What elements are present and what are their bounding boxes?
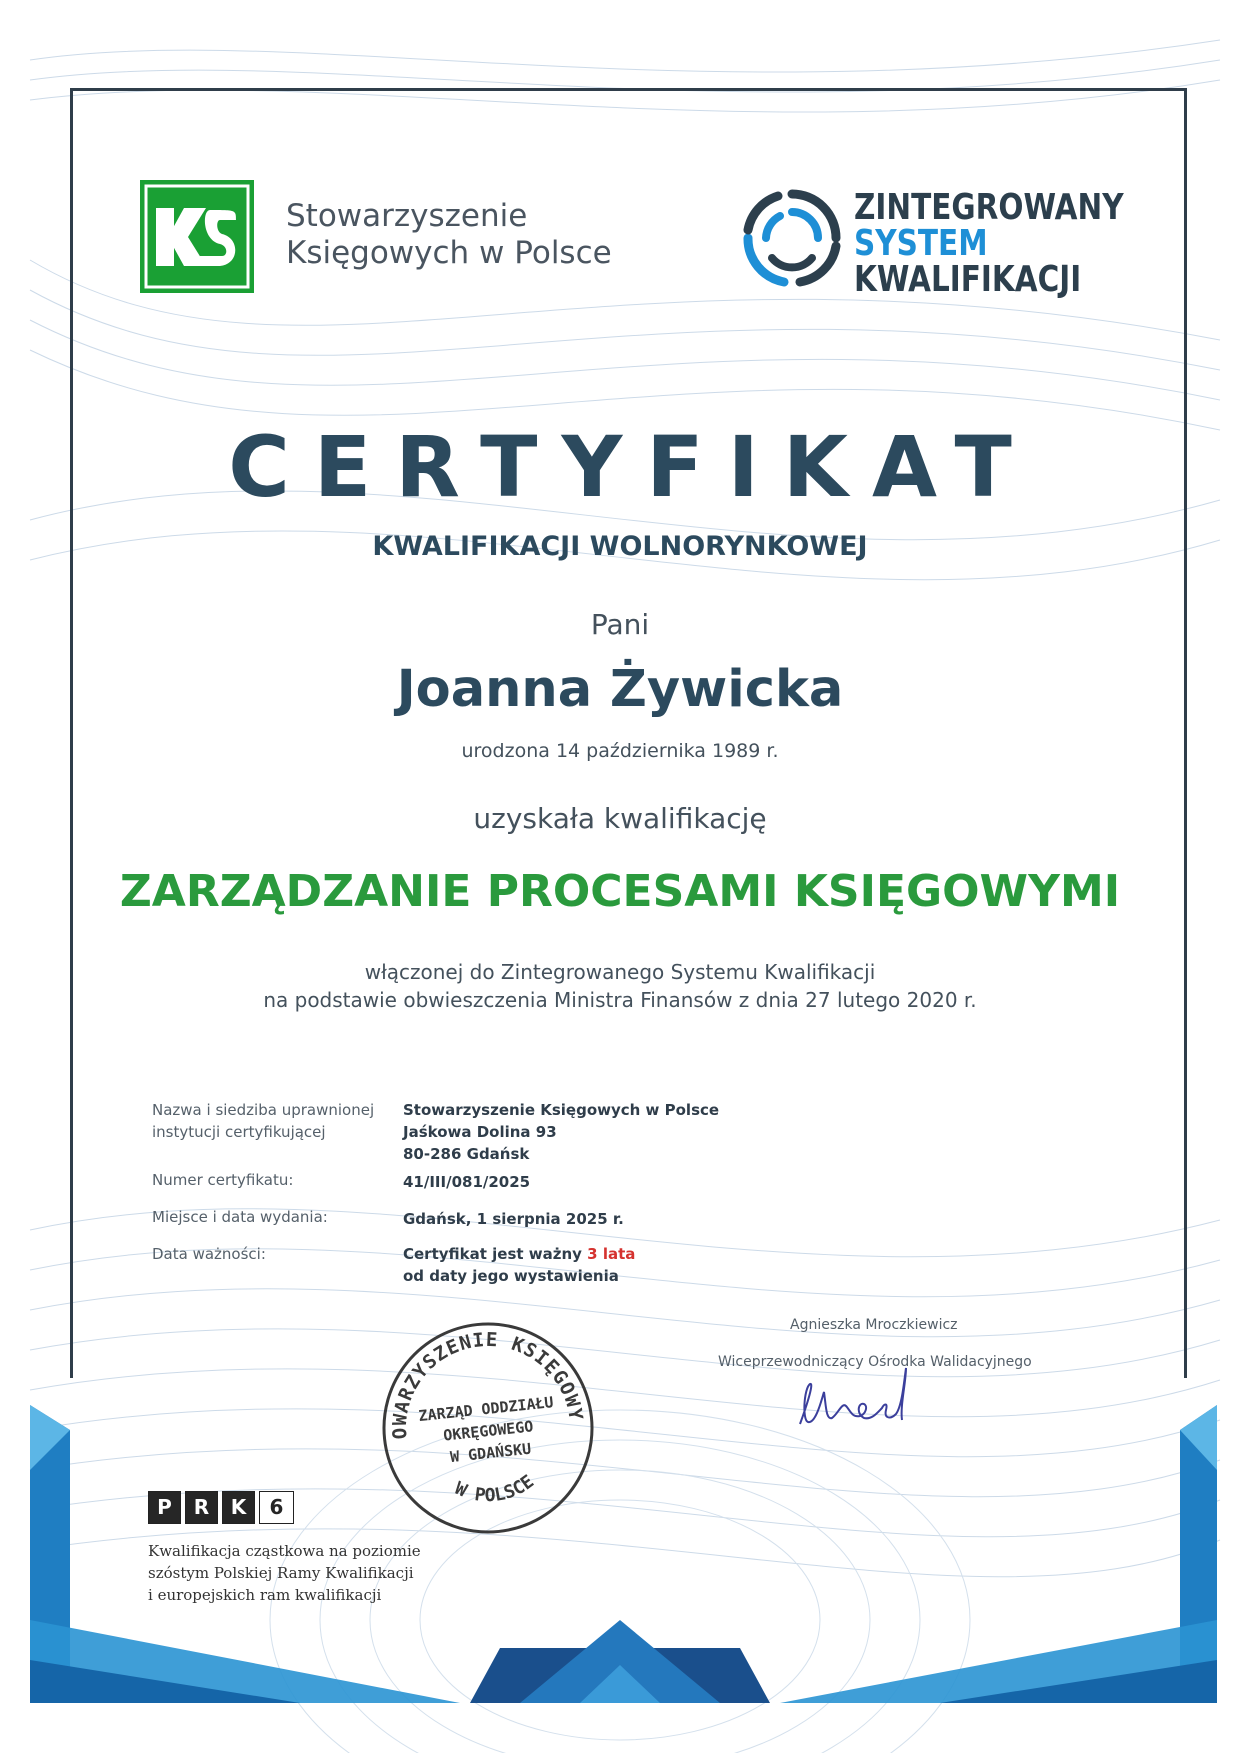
prk-level: 6: [259, 1491, 294, 1524]
certificate-number-label: Numer certyfikatu:: [152, 1171, 294, 1189]
certificate-title: CERTYFIKAT: [228, 418, 1036, 516]
stamp-inner-line3: W GDAŃSKU: [449, 1439, 532, 1467]
prk-badge: [148, 1491, 298, 1524]
prk-letter-r: R: [185, 1491, 218, 1524]
institution-name: Stowarzyszenie Księgowych w Polsce: [403, 1101, 720, 1119]
prk-description: [148, 1540, 421, 1606]
validity-label: Data ważności:: [152, 1245, 266, 1263]
prk-letter-p: P: [148, 1491, 181, 1524]
institution-label-line2: instytucji certyfikującej: [152, 1123, 326, 1141]
holder-name: Joanna Żywicka: [396, 660, 844, 719]
stamp-bottom-text: W POLSCE: [451, 1471, 539, 1507]
zsk-line1: ZINTEGROWANY: [854, 187, 1124, 228]
obtained-text: uzyskała kwalifikację: [473, 802, 767, 835]
signatory-role: Wiceprzewodniczący Ośrodka Walidacyjnego: [718, 1354, 1032, 1370]
issue-date: 1 sierpnia 2025 r.: [471, 1210, 624, 1228]
inclusion-line1: włączonej do Zintegrowanego Systemu Kwalifikacji: [364, 960, 876, 984]
prk-letter-k: K: [222, 1491, 255, 1524]
validity-value: [403, 1243, 635, 1287]
inclusion-text: [0, 958, 1240, 1014]
certificate-subtitle: KWALIFIKACJI WOLNORYNKOWEJ: [372, 531, 868, 562]
validity-highlight: 3 lata: [587, 1245, 636, 1263]
validity-part1: Certyfikat jest ważny: [403, 1245, 588, 1263]
institution-city: 80-286 Gdańsk: [403, 1145, 530, 1163]
issue-place: Gdańsk,: [403, 1210, 472, 1228]
zsk-line2: SYSTEM: [854, 223, 988, 264]
inclusion-line2: na podstawie obwieszczenia Ministra Finansów z dnia 27 lutego 2020 r.: [263, 988, 977, 1012]
stamp-inner-line1: ZARZĄD ODDZIAŁU: [417, 1393, 555, 1426]
certificate-number: 41/III/081/2025: [403, 1173, 531, 1191]
prk-desc-line1: Kwalifikacja cząstkowa na poziomie: [148, 1542, 421, 1560]
stamp-inner-line2: OKRĘGOWEGO: [442, 1417, 535, 1445]
stamp-outer-text: STOWARZYSZENIE KSIĘGOWYCH: [388, 1328, 587, 1440]
signatory-name: Agnieszka Mroczkiewicz: [790, 1317, 958, 1333]
zsk-logo-icon: [742, 188, 842, 288]
institution-label-line1: Nazwa i siedziba uprawnionej: [152, 1101, 375, 1119]
issue-value: [403, 1208, 624, 1230]
salutation: Pani: [590, 608, 650, 641]
svg-text:W POLSCE: [450, 1470, 540, 1510]
ski-name-line2: Księgowych w Polsce: [286, 235, 612, 271]
ski-logo-mark: [140, 180, 254, 293]
qualification-name: ZARZĄDZANIE PROCESAMI KSIĘGOWYMI: [119, 866, 1121, 917]
zsk-line3: KWALIFIKACJI: [854, 259, 1082, 300]
handwritten-signature: [790, 1362, 930, 1434]
official-stamp: [378, 1318, 598, 1538]
zsk-logo-text: [854, 187, 1124, 300]
institution-label: [152, 1099, 374, 1143]
institution-value: [403, 1099, 719, 1165]
prk-desc-line2: szóstym Polskiej Ramy Kwalifikacji: [148, 1564, 414, 1582]
institution-street: Jaśkowa Dolina 93: [403, 1123, 557, 1141]
birth-date: urodzona 14 października 1989 r.: [461, 740, 779, 762]
prk-desc-line3: i europejskich ram kwalifikacji: [148, 1586, 382, 1604]
validity-line2: od daty jego wystawienia: [403, 1267, 619, 1285]
ski-logo: [140, 180, 254, 293]
ski-name-line1: Stowarzyszenie: [286, 198, 528, 234]
ski-name: [286, 198, 612, 272]
issue-label: Miejsce i data wydania:: [152, 1208, 328, 1226]
